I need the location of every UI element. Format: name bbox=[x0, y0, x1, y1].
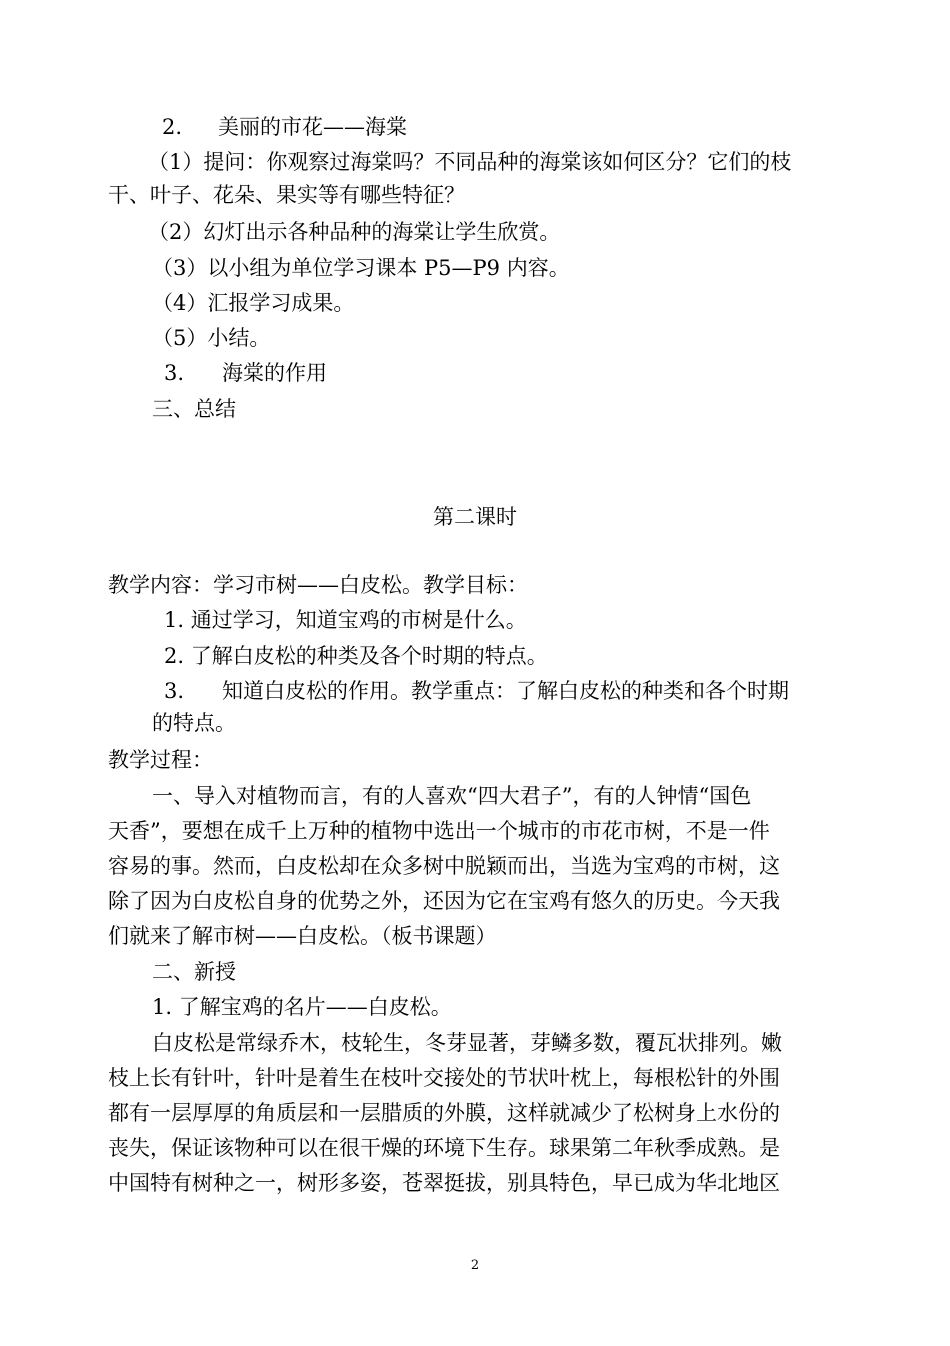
intro-paragraph-line-5: 们就来了解市树——白皮松。（板书课题） bbox=[108, 924, 497, 948]
list-item-2 bbox=[162, 113, 407, 141]
question-1-line-2: 干、叶子、花朵、果实等有哪些特征？ bbox=[108, 183, 465, 207]
question-5: （5）小结。 bbox=[152, 326, 271, 350]
intro-paragraph-line-4: 除了因为白皮松自身的优势之外，还因为它在宝鸡有悠久的历史。今天我 bbox=[108, 889, 780, 913]
list-number: 3. bbox=[164, 361, 185, 385]
body-paragraph-line-5: 中国特有树种之一，树形多姿，苍翠挺拔，别具特色，早已成为华北地区 bbox=[108, 1171, 780, 1195]
question-3: （3）以小组为单位学习课本 P5—P9 内容。 bbox=[152, 256, 570, 280]
question-1-line-1: （1）提问：你观察过海棠吗？不同品种的海棠该如何区分？它们的枝 bbox=[148, 150, 792, 174]
body-paragraph-line-4: 丧失，保证该物种可以在很干燥的环境下生存。球果第二年秋季成熟。是 bbox=[108, 1136, 780, 1160]
list-item-text: 海棠的作用 bbox=[222, 361, 328, 385]
intro-paragraph-line-1: 一、导入对植物而言，有的人喜欢“四大君子”，有的人钟情“国色 bbox=[152, 784, 752, 808]
body-paragraph-line-2: 枝上长有针叶，针叶是着生在枝叶交接处的节状叶枕上，每根松针的外围 bbox=[108, 1066, 780, 1090]
intro-paragraph-line-2: 天香”，要想在成千上万种的植物中选出一个城市的市花市树，不是一件 bbox=[108, 819, 770, 843]
intro-paragraph-line-3: 容易的事。然而，白皮松却在众多树中脱颖而出，当选为宝鸡的市树，这 bbox=[108, 854, 780, 878]
item-1: 1. 了解宝鸡的名片——白皮松。 bbox=[152, 995, 452, 1019]
list-number: 2. bbox=[162, 115, 183, 139]
new-teaching-heading: 二、新授 bbox=[152, 960, 236, 984]
goal-3 bbox=[164, 677, 789, 705]
teaching-content-line: 教学内容：学习市树——白皮松。教学目标： bbox=[108, 573, 528, 597]
question-2: （2）幻灯出示各种品种的海棠让学生欣赏。 bbox=[148, 220, 561, 244]
goal-1: 1. 通过学习，知道宝鸡的市树是什么。 bbox=[164, 608, 527, 632]
summary-heading: 三、总结 bbox=[152, 397, 236, 421]
lesson-title: 第二课时 bbox=[433, 505, 517, 529]
list-number: 3. bbox=[164, 679, 185, 703]
list-item-3 bbox=[164, 359, 327, 387]
process-label: 教学过程： bbox=[108, 748, 213, 772]
list-item-text: 美丽的市花——海棠 bbox=[218, 115, 408, 139]
page-number: 2 bbox=[470, 1258, 480, 1273]
body-paragraph-line-1: 白皮松是常绿乔木，枝轮生，冬芽显著，芽鳞多数，覆瓦状排列。嫩 bbox=[152, 1031, 782, 1055]
list-item-text: 知道白皮松的作用。教学重点：了解白皮松的种类和各个时期 bbox=[222, 679, 790, 703]
question-4: （4）汇报学习成果。 bbox=[152, 291, 355, 315]
goal-3-continued: 的特点。 bbox=[152, 711, 236, 735]
body-paragraph-line-3: 都有一层厚厚的角质层和一层腊质的外膜，这样就减少了松树身上水份的 bbox=[108, 1101, 780, 1125]
goal-2: 2. 了解白皮松的种类及各个时期的特点。 bbox=[164, 644, 548, 668]
